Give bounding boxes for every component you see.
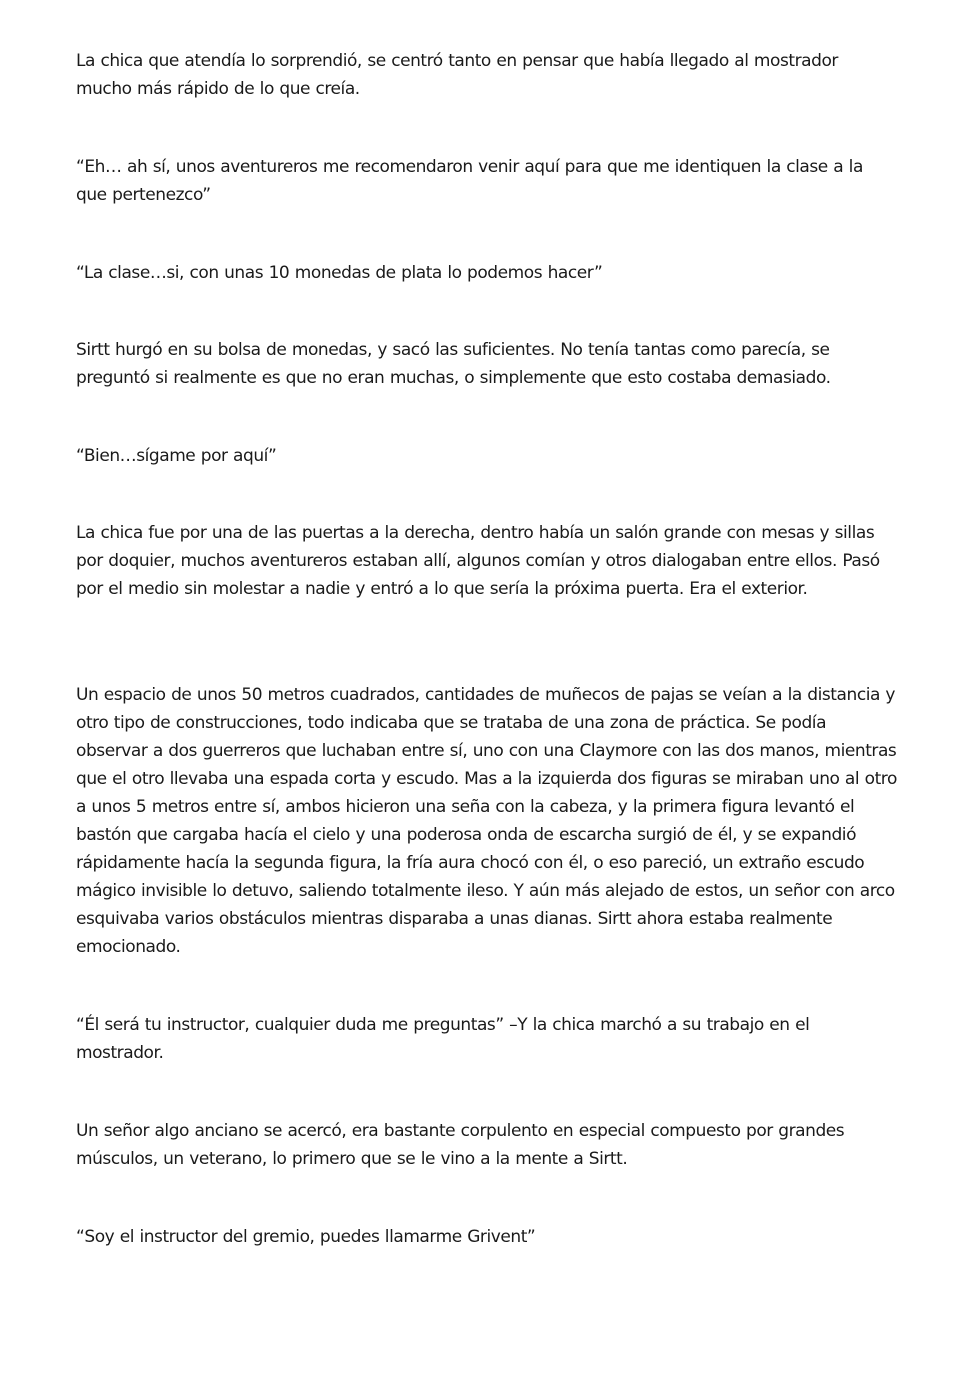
paragraph-3: “La clase…si, con unas 10 monedas de plata lo podemos hacer” [76,263,603,283]
paragraph-6: La chica fue por una de las puertas a la derecha, dentro había un salón grande con mesas y sillas por doquier, muchos aventureros estaban allí, algunos comían y otros dialogaban entre ellos. Pasó por el medio sin molestar a nadie y entró a lo que sería la próxima puerta. Era el exterior. [76,523,880,599]
paragraph-4: Sirtt hurgó en su bolsa de monedas, y sacó las suficientes. No tenía tantas como parecía, se preguntó si realmente es que no eran muchas, o simplemente que esto costaba demasiado. [76,340,831,388]
paragraph-5: “Bien…sígame por aquí” [76,446,277,466]
paragraph-9: Un señor algo anciano se acercó, era bastante corpulento en especial compuesto por grandes músculos, un veterano, lo primero que se le vino a la mente a Sirtt. [76,1121,845,1169]
paragraph-2: “Eh… ah sí, unos aventureros me recomendaron venir aquí para que me identiquen la clase a la que pertenezco” [76,157,863,205]
paragraph-1: La chica que atendía lo sorprendió, se centró tanto en pensar que había llegado al mostrador mucho más rápido de lo que creía. [76,51,838,99]
paragraph-7: Un espacio de unos 50 metros cuadrados, cantidades de muñecos de pajas se veían a la distancia y otro tipo de construcciones, todo indicaba que se trataba de una zona de práctica. Se podía observar a dos guerreros que luchaban entre sí, uno con una Claymore con las dos manos, mientras que el otro llevaba una espada corta y escudo. Mas a la izquierda dos figuras se miraban uno al otro a unos 5 metros entre sí, ambos hicieron una seña con la cabeza, y la primera figura levantó el bastón que cargaba hacía el cielo y una poderosa onda de escarcha surgió de él, y se expandió rápidamente hacía la segunda figura, la fría aura chocó con él, o eso pareció, un extraño escudo mágico invisible lo detuvo, saliendo totalmente ileso. Y aún más alejado de estos, un señor con arco esquivaba varios obstáculos mientras disparaba a unas dianas. Sirtt ahora estaba realmente emocionado. [76,685,897,957]
paragraph-8: “Él será tu instructor, cualquier duda me preguntas” –Y la chica marchó a su trabajo en el mostrador. [76,1015,810,1063]
paragraph-10: “Soy el instructor del gremio, puedes llamarme Grivent” [76,1227,536,1247]
